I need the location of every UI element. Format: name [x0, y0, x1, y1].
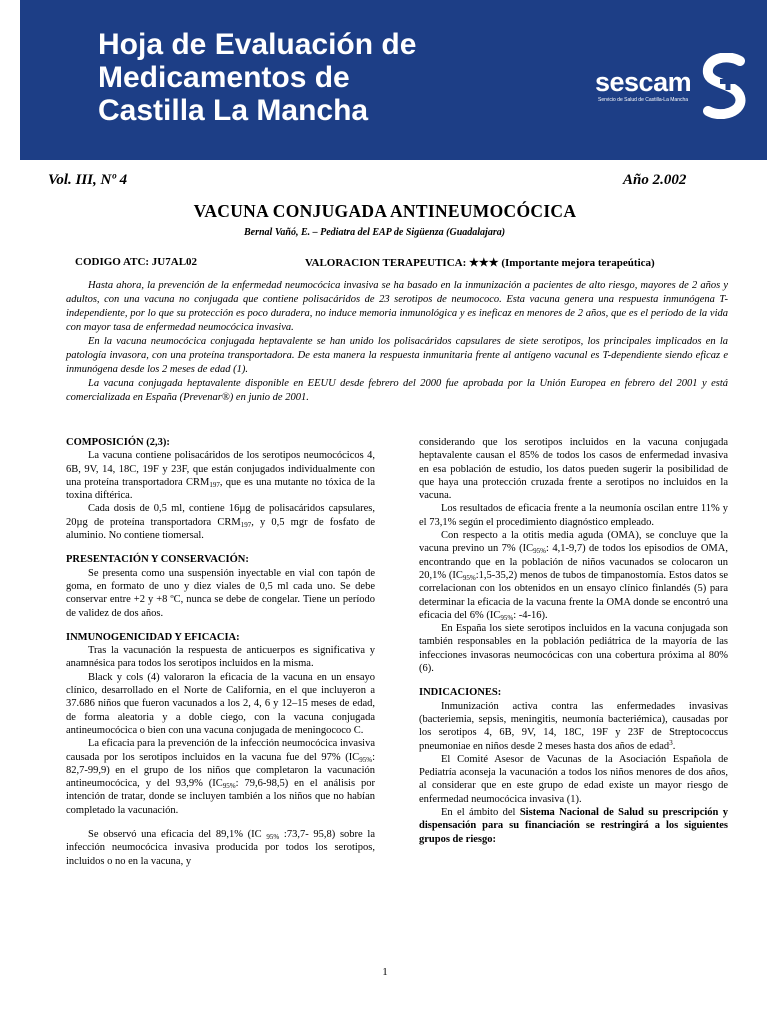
- body-paragraph: considerando que los serotipos incluidos en la vacuna conjugada heptavalente causan el 85% de todos los casos de enfermedad invasiva en esa población de estudio, los datos pueden sugerir la posibilidad de que haya una protección cruzada frente a serotipos no incluidos en la vacuna.: [419, 437, 728, 502]
- subscript: 95%: [500, 613, 514, 622]
- body-paragraph: [419, 700, 728, 753]
- body-paragraph: [66, 828, 375, 868]
- right-column: [419, 436, 728, 846]
- title-line: Castilla La Mancha: [98, 94, 369, 127]
- subscript: 95%: [359, 755, 373, 764]
- text-run: :73,7- 95,8) sobre la infección neumocócica invasiva producida por todos los serotipos, incluidos o no en la vacuna, y: [66, 829, 375, 867]
- body-paragraph: [66, 502, 375, 542]
- text-run: Con respecto a la otitis media aguda (OMA), se concluye que la vacuna previno un 7% (IC: [419, 530, 728, 555]
- text-run: La eficacia para la prevención de la infección neumocócica invasiva causada por los serotipos incluidos en la vacuna fue del 97% (IC: [66, 738, 375, 763]
- text-run: :1,5-35,2) menos de tubos de timpanostomía. Estos datos se correlacionan con los obtenidos en un ensayo clínico finlandés (5) para determinar la eficacia de la vacuna frente la OMA donde se encontró una eficacia del 6% (IC: [419, 569, 728, 621]
- text-run: : -4-16).: [513, 609, 548, 621]
- body-paragraph: Los resultados de eficacia frente a la neumonía oscilan entre 11% y el 73,1% según el procedimiento diagnóstico empleado.: [419, 503, 728, 528]
- text-run: Cada dosis de 0,5 ml, contiene 16µg de polisacáridos capsulares, 20µg de proteína transportadora CRM: [66, 503, 375, 528]
- publication-title: [98, 28, 416, 127]
- text-run: , y 0,5 mgr de fosfato de aluminio. No contiene tiomersal.: [66, 516, 375, 542]
- text-run: : 4,1-9,7) de todos los episodios de OMA, encontrando que en la población de niños vacunados se colocaron un 20,1% (IC: [419, 543, 728, 581]
- intro-paragraph: En la vacuna neumocócica conjugada heptavalente se han unido los polisacáridos capsulares de siete serotipos, los principales implicados en la patología invasora, con una proteína transportadora. De esta manera la respuesta inmunitaria frente al antígeno vacunal es T-dependiente siendo eficaz e inmunógena desde los 2 meses de edad (1).: [66, 336, 728, 375]
- body-paragraph: [419, 806, 728, 846]
- superscript: 3: [669, 738, 673, 747]
- section-heading-composicion: COMPOSICIÓN (2,3):: [66, 437, 170, 448]
- body-paragraph: Tras la vacunación la respuesta de anticuerpos es significativa y anamnésica para todos los serotipos incluidos en la misma.: [66, 645, 375, 670]
- subscript: 95%: [222, 782, 236, 791]
- atc-code: CODIGO ATC: JU7AL02: [75, 256, 198, 268]
- intro-paragraph: Hasta ahora, la prevención de la enfermedad neumocócica invasiva se ha basado en la inmunización a pacientes de alto riesgo, mayores de 2 años y adultos, con una vacuna no conjugada que contiene polisacáridos de 23 serotipos de neumococo. Esta vacuna genera una respuesta inmunógena T-independiente, por lo que su protección es poco duradera, no induce memoria inmunológica y es ineficaz en menores de 2 años, que es el período de la vida con mayor tasa de enfermedad neumocócica invasiva.: [66, 280, 728, 333]
- section-heading-presentacion: PRESENTACIÓN Y CONSERVACIÓN:: [66, 554, 249, 566]
- left-column: [66, 436, 375, 868]
- sescam-logo-text: sescam: [595, 67, 692, 97]
- body-paragraph: Se presenta como una suspensión inyectable en vial con tapón de goma, en formato de uno y diez viales de 0,5 ml cada uno. Se debe conservar entre +2 y +8 ºC, nunca se debe de congelar. Tiene un período de validez de dos años.: [66, 567, 375, 619]
- text-run: Inmunización activa contra las enfermedades invasivas (bacteriemia, sepsis, meningitis, neumonía bacteriémica), causadas por los serotipos 4, 6B, 9V, 14, 18C, 19F y 23F de Streptococcus pneumoniae en niños desde 2 meses hasta dos años de edad: [419, 700, 728, 752]
- subscript: 95%: [266, 833, 280, 842]
- section-heading-inmunogenicidad: INMUNOGENICIDAD Y EFICACIA:: [66, 631, 240, 643]
- body-paragraph: Black y cols (4) valoraron la eficacia de la vacuna en un ensayo clínico, desarrollado en el Norte de California, en el que incluyeron a 37.686 niños que fueron vacunados a los 2, 4, 6 y 12–15 meses de edad, de forma aleatoria y a doble ciego, con la vacuna conjugada antineumocócica o bien con una vacuna conjugada de meningococo C.: [66, 671, 375, 736]
- text-run: : 79,6-98,5) en el análisis por intención de tratar, donde se incluyen también a los niños que no habían completado la vacunación.: [66, 778, 376, 816]
- body-paragraph: El Comité Asesor de Vacunas de la Asociación Española de Pediatría aconseja la vacunación a todos los niños menores de dos años, al considerar que en este grupo de edad existe un mayor riesgo de enfermedad neumocócica invasiva (1).: [419, 753, 728, 805]
- title-line: Hoja de Evaluación de: [98, 28, 417, 61]
- section-heading-indicaciones: INDICACIONES:: [419, 687, 502, 699]
- body-paragraph: [419, 529, 728, 622]
- text-run: : 82,7-99,9) en el grupo de los niños que completaron la vacunación antineumocócica, y del 93,9% (IC: [66, 751, 375, 790]
- text-run: La vacuna contiene polisacáridos de los serotipos neumocócicos 4, 6B, 9V, 14, 18C, 19F y 23F, que están conjugados individualmente con una proteína transportadora CRM: [66, 450, 375, 488]
- header-banner: [20, 0, 767, 160]
- page-number: 1: [382, 966, 388, 978]
- subscript: 95%: [533, 547, 546, 556]
- article-author: Bernal Vañó, E. – Pediatra del EAP de Sigüenza (Guadalajara): [244, 227, 506, 238]
- text-run: .: [672, 740, 676, 752]
- sescam-logo-icon: [700, 53, 752, 119]
- sescam-logo-subtitle: Servicio de Salud de Castilla-La Mancha: [598, 97, 689, 103]
- text-run: , que es una mutante no tóxica de la toxina diftérica.: [66, 476, 375, 502]
- text-run: En el ámbito del: [441, 807, 520, 819]
- body-paragraph: En España los siete serotipos incluidos en la vacuna conjugada son también responsables en la población pediátrica de la mayoría de las infecciones invasoras neumocócicas con una cobertura próxima al 80% (6).: [419, 623, 728, 675]
- subscript: 95%: [462, 573, 476, 582]
- bold-text-run: Sistema Nacional de Salud su prescripción y dispensación para su financiación se restringirá a los siguientes grupos de riesgo:: [419, 807, 729, 845]
- intro-paragraph: La vacuna conjugada heptavalente disponible en EEUU desde febrero del 2000 fue aprobada por la Unión Europea en febrero del 2001 y está comercializada en España (Prevenar®) en junio de 2001.: [66, 378, 728, 403]
- body-paragraph: [66, 449, 375, 502]
- volume-number: Vol. III, Nº 4: [48, 172, 128, 188]
- subscript: 197: [209, 480, 220, 489]
- subscript: 197: [240, 520, 252, 529]
- text-run: Se observó una eficacia del 89,1% (IC: [88, 829, 267, 841]
- article-introduction: [66, 279, 728, 405]
- article-title: VACUNA CONJUGADA ANTINEUMOCÓCICA: [193, 201, 577, 221]
- body-paragraph: [66, 737, 375, 817]
- therapeutic-rating: VALORACION TERAPEUTICA: ★★★ (Importante mejora terapeútica): [305, 257, 655, 269]
- issue-year: Año 2.002: [623, 172, 687, 188]
- title-line: Medicamentos de: [98, 61, 350, 94]
